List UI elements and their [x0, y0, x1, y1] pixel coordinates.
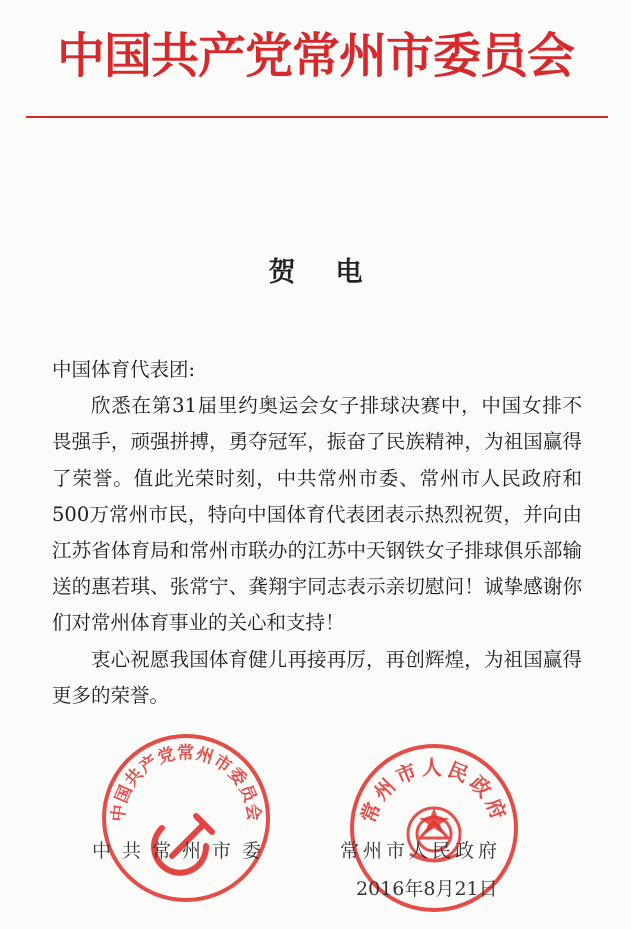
- salutation: 中国体育代表团:: [52, 358, 196, 381]
- star-icon: [419, 808, 449, 834]
- signature-party-committee: 中共常州市委: [92, 840, 273, 862]
- svg-text:中国共产党常州市委员会: [107, 742, 264, 822]
- left-seal-text: 中国共产党常州市委员会: [108, 743, 264, 823]
- body-paragraph-2: 衷心祝愿我国体育健儿再接再厉，再创辉煌，为祖国赢得更多的荣誉。: [52, 647, 582, 707]
- party-committee-seal: [100, 732, 272, 904]
- signature-municipal-government: 常州市人民政府: [340, 840, 502, 862]
- letterhead-red-line: [26, 116, 608, 118]
- svg-text:常州市人民政府: [356, 756, 512, 826]
- document-date: 2016年8月21日: [356, 878, 498, 900]
- document-body: [52, 352, 582, 714]
- letterhead-title: 中国共产党常州市委员会: [56, 28, 574, 84]
- right-seal-text: 常州市人民政府: [355, 755, 513, 827]
- body-paragraph-1: 欣悉在第31届里约奥运会女子排球决赛中，中国女排不畏强手，顽强拼搏，勇夺冠军，振奋了民族精神，为祖国赢得了荣誉。值此光荣时刻，中共常州市委、常州市人民政府和 500万常州市民，特向中国体育代表团表示热烈祝贺，并向由江苏省体育局和常州市联办的江苏中天钢铁女子排球俱乐部输送的惠若琪、张常宁、龚翔宇同志表示亲切慰问！诚挚感谢你们对常州体育事业的关心和支持！: [52, 394, 582, 635]
- document-title: 贺电: [268, 257, 403, 288]
